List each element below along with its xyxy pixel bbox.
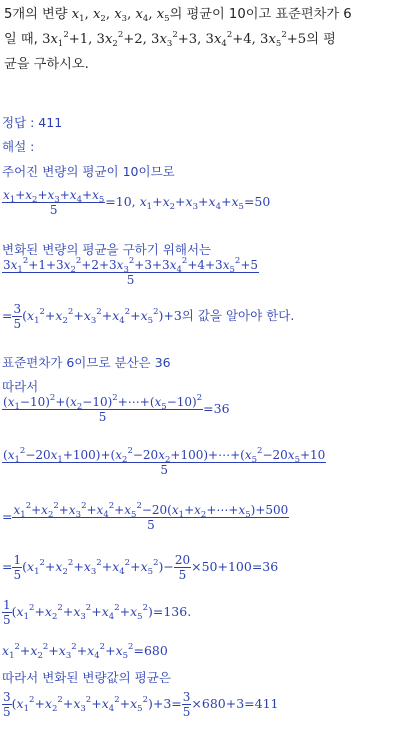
- equation-mean: $\frac{x_1+x_2+x_3+x_4+x_5}{5}$ =10, $x_1+x_2+x_3+x_4+x_5=50$: [3, 188, 271, 217]
- equation-substituted: = $\frac{1}{5}$ $(x_1^2+x_2^2+x_3^2+x_4^2+x_5^2)-$ $\frac{20}{5}$ ×50+100=36: [2, 553, 279, 582]
- step-4-text: 표준편차가 6이므로 분산은 36: [2, 355, 171, 370]
- problem-statement: [4, 2, 398, 77]
- equation-new-mean: $\frac{3x_1^2+1+3x_2^2+2+3x_3^2+3+3x_4^2+4+3x_5^2+5}{5}$: [3, 256, 259, 287]
- explanation-label: 해설 :: [2, 139, 35, 154]
- equation-grouped: = $\frac{x_1^2+x_2^2+x_3^2+x_4^2+x_5^2-20(x_1+x_2+\cdots+x_5)+500}{5}$: [2, 501, 289, 532]
- step-6-text: 따라서 변화된 변량값의 평균은: [2, 670, 171, 685]
- step-1-text: 주어진 변량의 평균이 10이므로: [2, 164, 175, 179]
- problem-line-2: 일 때, $3x_1^2+1$, $3x_2^2+2$, $3x_3^2+3$, $3x_4^2+4$, $3x_5^2+5$의 평: [4, 30, 336, 49]
- equation-variance: $\frac{(x_1-10)^2+(x_2-10)^2+\cdots+(x_5-10)^2}{5}$ =36: [3, 393, 230, 424]
- equation-need: = $\frac{3}{5}$ $(x_1^2+x_2^2+x_3^2+x_4^2+x_5^2)+3$의 값을 알아야 한다.: [2, 302, 295, 331]
- equation-sum-squares: $x_1^2+x_2^2+x_3^2+x_4^2+x_5^2=680$: [2, 642, 168, 661]
- step-5-text: 따라서: [2, 379, 39, 394]
- step-3-suffix: 의 값을 알아야 한다.: [181, 308, 295, 323]
- problem-line-3: 균을 구하시오.: [4, 57, 89, 72]
- step-2-text: 변화된 변량의 평균을 구하기 위해서는: [2, 242, 212, 257]
- equation-result-136: $\frac{1}{5}$ $(x_1^2+x_2^2+x_3^2+x_4^2+x_5^2)=136$.: [3, 598, 192, 627]
- equation-expanded: $\frac{(x_1^2-20x_1+100)+(x_2^2-20x_2+100)+\cdots+(x_5^2-20x_5+10}{5}$: [3, 446, 326, 477]
- answer-line: 정답 : 411: [2, 115, 63, 130]
- problem-line-1: 5개의 변량 $x_1$, $x_2$, $x_3$, $x_4$, $x_5$의 평균이 10이고 표준편차가 6: [4, 7, 352, 24]
- equation-final: $\frac{3}{5}$ $(x_1^2+x_2^2+x_3^2+x_4^2+x_5^2)+3=$ $\frac{3}{5}$ ×680+3=411: [3, 690, 279, 719]
